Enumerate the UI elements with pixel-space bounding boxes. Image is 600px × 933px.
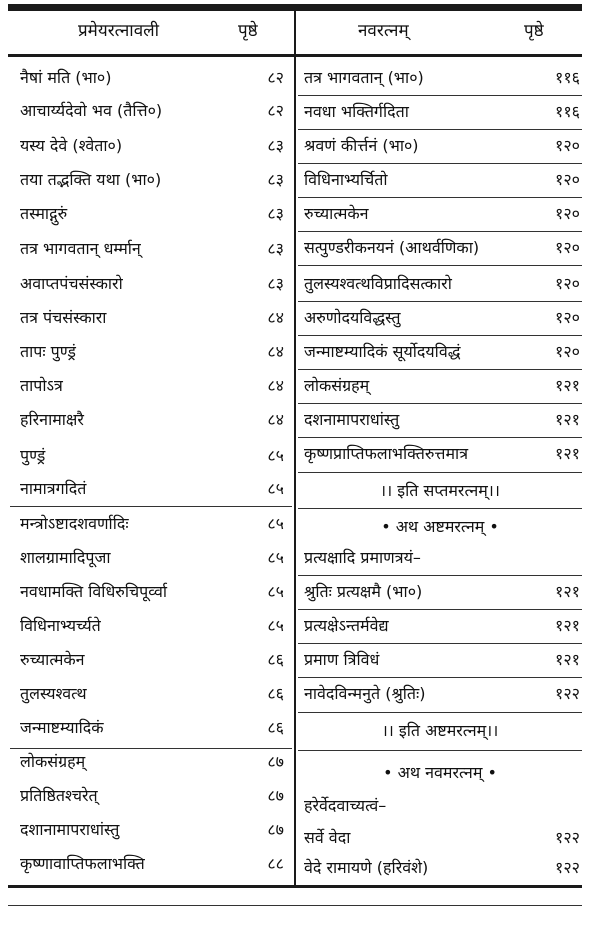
subheading-text: हरेर्वेदवाच्यत्वं– [304, 796, 387, 815]
entry-page-number: ८७ [267, 786, 284, 805]
column-divider [294, 11, 296, 885]
entry-page-number: ८२ [267, 68, 284, 87]
entry-title: अरुणोदयविद्धस्तु [304, 308, 401, 327]
right-entry-section8 [298, 644, 582, 676]
entry-title: प्रतिष्ठितश्चरेत् [20, 786, 98, 805]
right-entry-section7 [298, 302, 582, 334]
right-entry-section7 [298, 336, 582, 368]
entry-page-number: ८३ [267, 239, 284, 258]
left-entry [10, 542, 292, 574]
entry-page-number: ८६ [267, 650, 284, 669]
entry-title: नवधा भक्तिर्गदिता [304, 102, 409, 121]
right-row-rule [298, 508, 582, 509]
left-entry [10, 814, 292, 846]
right-entry-section8 [298, 678, 582, 710]
entry-page-number: ८५ [267, 548, 284, 567]
left-entry [10, 508, 292, 540]
right-row-rule [298, 265, 582, 266]
section-start-8: • अथ अष्टमरत्नम् • [381, 517, 499, 536]
entry-page-number: १२० [555, 342, 580, 361]
left-entry [10, 712, 292, 744]
entry-page-number: ८५ [267, 616, 284, 635]
left-entry [10, 610, 292, 642]
left-entry [10, 164, 292, 196]
right-entry-section8 [298, 610, 582, 642]
left-entry [10, 268, 292, 300]
entry-page-number: ८४ [267, 342, 284, 361]
right-entry-section7 [298, 438, 582, 470]
left-entry [10, 746, 292, 778]
entry-page-number: १२२ [555, 858, 580, 877]
left-entry [10, 644, 292, 676]
entry-page-number: ८२ [267, 101, 284, 120]
entry-page-number: ८७ [267, 752, 284, 771]
entry-title: सत्पुण्डरीकनयनं (आथर्वणिका) [304, 238, 480, 257]
right-entry-section7 [298, 232, 582, 264]
left-column-title: प्रमेयरत्नावली [78, 21, 160, 41]
entry-page-number: १२० [555, 170, 580, 189]
entry-title: मन्त्रोऽष्टादशवर्णादिः [20, 514, 129, 533]
entry-page-number: ८५ [267, 582, 284, 601]
entry-title: दशानामापराधांस्तु [20, 820, 120, 839]
right-row-rule [298, 643, 582, 644]
entry-title: विधिनाभ्यर्च्यते [20, 616, 101, 635]
entry-page-number: ८३ [267, 170, 284, 189]
entry-page-number: ८७ [267, 820, 284, 839]
entry-page-number: १२१ [555, 376, 580, 395]
right-entry-section7 [298, 130, 582, 162]
entry-page-number: १२० [555, 274, 580, 293]
entry-title: तत्र पंचसंस्कारा [20, 308, 107, 327]
entry-title: शालग्रामादिपूजा [20, 548, 111, 567]
right-entry-section7 [298, 268, 582, 300]
right-column [298, 0, 582, 933]
entry-page-number: ८४ [267, 376, 284, 395]
entry-title: रुच्यात्मकेन [304, 204, 369, 223]
right-row-rule [298, 472, 582, 473]
entry-page-number: ८६ [267, 718, 284, 737]
entry-page-number: ८३ [267, 274, 284, 293]
left-entry [10, 780, 292, 812]
entry-title: नावेदविन्मनुते (श्रुतिः) [304, 684, 426, 703]
section-start-9: • अथ नवमरत्नम् • [383, 763, 497, 782]
left-column [10, 0, 292, 933]
left-row-rule [10, 506, 292, 507]
entry-title: यस्य देवे (श्वेता०) [20, 136, 123, 155]
entry-title: तुलस्यश्वत्थ [20, 684, 87, 703]
left-entry [10, 95, 292, 127]
entry-title: जन्माष्टम्यादिकं सूर्योदयविद्धं [304, 342, 461, 361]
left-entry [10, 62, 292, 94]
entry-title: नैषां मति (भा०) [20, 68, 112, 87]
right-entry-section8 [298, 576, 582, 608]
right-entry-section9 [298, 852, 582, 884]
right-entry-section7 [298, 198, 582, 230]
entry-title: आचार्य्यदेवो भव (तैत्ति०) [20, 101, 163, 120]
entry-title: अवाप्तपंचसंस्कारो [20, 274, 123, 293]
entry-page-number: ८३ [267, 204, 284, 223]
entry-title: लोकसंग्रहम् [304, 376, 370, 395]
entry-title: नवधामक्ति विधिरुचिपूर्व्वा [20, 582, 167, 601]
right-entry-section7 [298, 404, 582, 436]
right-row-rule [298, 575, 582, 576]
entry-page-number: ८३ [267, 136, 284, 155]
right-row-rule [298, 712, 582, 713]
left-entry [10, 233, 292, 265]
left-entry [10, 336, 292, 368]
entry-title: दशनामापराधांस्तु [304, 410, 400, 429]
right-entry-section7 [298, 370, 582, 402]
entry-title: कृष्णावाप्तिफलाभक्ति [20, 854, 145, 873]
entry-title: श्रुतिः प्रत्यक्षमै (भा०) [304, 582, 423, 601]
entry-title: तत्र भागवतान् धर्म्मान् [20, 239, 141, 258]
entry-title: वेदे रामायणे (हरिवंशे) [304, 858, 429, 877]
entry-page-number: ८५ [267, 446, 284, 465]
entry-title: विधिनाभ्यर्चितो [304, 170, 388, 189]
right-row-rule [298, 750, 582, 751]
left-entry [10, 198, 292, 230]
entry-title: तापः पुण्ड्रं [20, 342, 76, 361]
entry-title: रुच्यात्मकेन [20, 650, 85, 669]
entry-title: श्रवणं कीर्त्तनं (भा०) [304, 136, 419, 155]
entry-page-number: १२१ [555, 650, 580, 669]
entry-title: हरिनामाक्षरै [20, 410, 84, 429]
entry-page-number: १२१ [555, 616, 580, 635]
entry-page-number: ८५ [267, 514, 284, 533]
section-8-subheading [298, 542, 582, 574]
entry-title: प्रत्यक्षेऽन्तर्मवेद्य [304, 616, 389, 635]
entry-page-number: ८६ [267, 684, 284, 703]
entry-page-number: १२० [555, 238, 580, 257]
right-entry-section7 [298, 164, 582, 196]
entry-title: नामात्रगदितं [20, 479, 87, 498]
entry-page-number: ८४ [267, 308, 284, 327]
entry-title: प्रमाण त्रिविधं [304, 650, 380, 669]
entry-page-number: ८५ [267, 479, 284, 498]
entry-title: तापोऽत्र [20, 376, 63, 395]
right-row-rule [298, 609, 582, 610]
entry-page-number: १२१ [555, 410, 580, 429]
subheading-text: प्रत्यक्षादि प्रमाणत्रयं– [304, 548, 421, 567]
section-end-7: ।। इति सप्तमरत्नम्।। [380, 481, 500, 500]
entry-page-number: ११६ [555, 102, 580, 121]
left-entry [10, 130, 292, 162]
section-end-8: ।। इति अष्टमरत्नम्।। [381, 721, 499, 740]
left-entry [10, 404, 292, 436]
left-entry [10, 302, 292, 334]
entry-page-number: १२१ [555, 582, 580, 601]
entry-page-number: १२० [555, 308, 580, 327]
entry-page-number: १२१ [555, 444, 580, 463]
left-entry [10, 440, 292, 472]
entry-page-number: ८८ [267, 854, 284, 873]
entry-title: तुलस्यश्वत्थविप्रादिसत्कारो [304, 274, 452, 293]
entry-page-number: १२२ [555, 684, 580, 703]
entry-page-number: १२० [555, 204, 580, 223]
right-entry-section7 [298, 96, 582, 128]
section-9-subheading [298, 790, 582, 822]
left-entry [10, 576, 292, 608]
entry-page-number: ८४ [267, 410, 284, 429]
entry-title: जन्माष्टम्यादिकं [20, 718, 104, 737]
entry-title: तत्र भागवतान् (भा०) [304, 68, 424, 87]
right-row-rule [298, 677, 582, 678]
right-page-heading: पृष्ठे [524, 21, 544, 41]
entry-title: पुण्ड्रं [20, 446, 46, 465]
entry-title: कृष्णप्राप्तिफलाभक्तिरुत्तमात्र [304, 444, 469, 463]
left-entry [10, 370, 292, 402]
entry-page-number: १२२ [555, 828, 580, 847]
right-column-title: नवरत्नम् [358, 21, 409, 41]
right-entry-section7 [298, 62, 582, 94]
entry-title: सर्वे वेदा [304, 828, 351, 847]
entry-title: तस्माद्गुरुं [20, 204, 68, 223]
entry-page-number: ११६ [555, 68, 580, 87]
left-entry [10, 848, 292, 880]
entry-page-number: १२० [555, 136, 580, 155]
entry-title: लोकसंग्रहम् [20, 752, 86, 771]
entry-title: तया तद्भक्ति यथा (भा०) [20, 170, 162, 189]
left-entry [10, 678, 292, 710]
right-entry-section9 [298, 822, 582, 854]
left-page-heading: पृष्ठे [238, 21, 258, 41]
left-entry [10, 473, 292, 505]
